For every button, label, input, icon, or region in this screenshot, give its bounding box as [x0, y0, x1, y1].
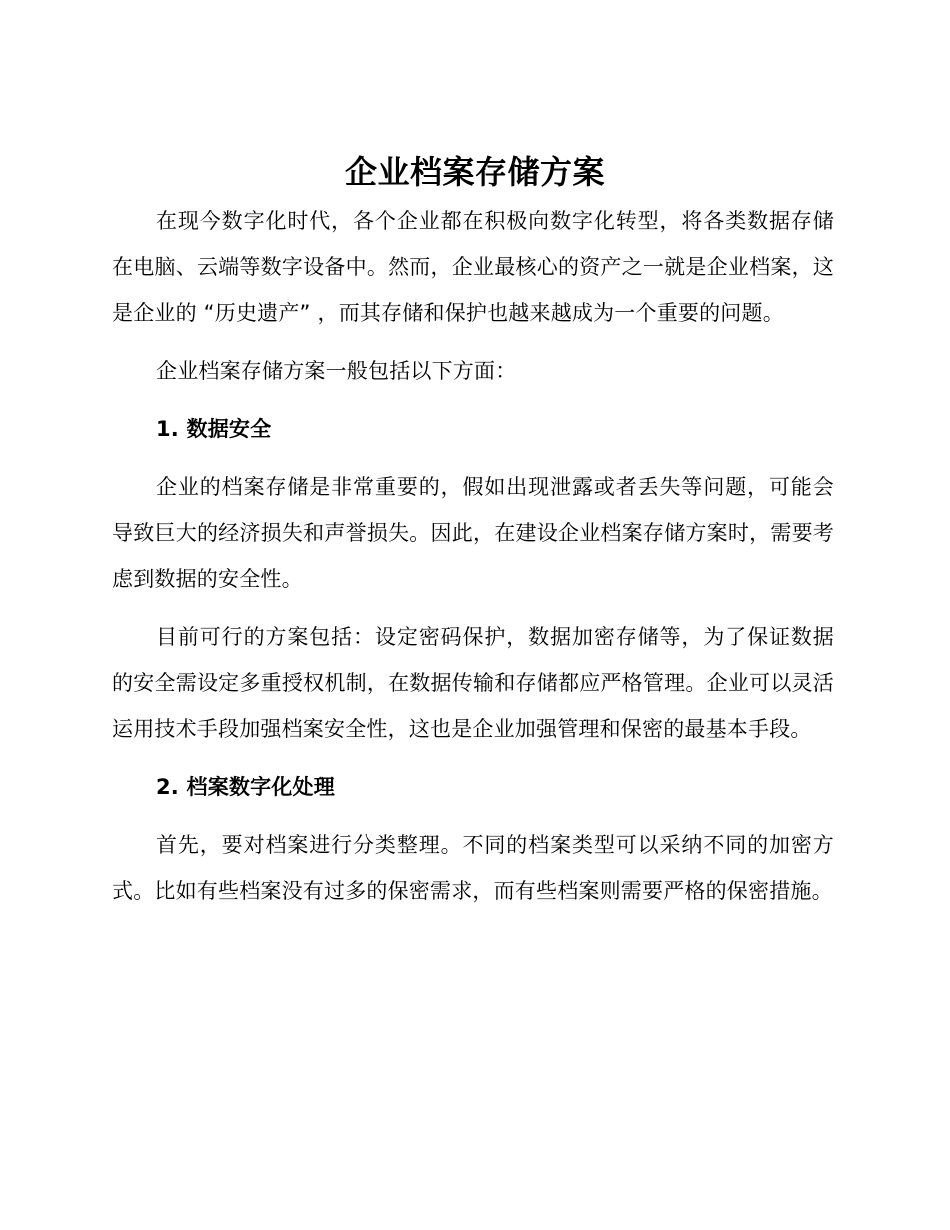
section-data-security [112, 406, 834, 752]
section-paragraph: 目前可行的方案包括：设定密码保护，数据加密存储等，为了保证数据的安全需设定多重授权机制，在数据传输和存储都应严格管理。企业可以灵活运用技术手段加强档案安全性，这也是企业加强管理和保密的最基本手段。 [112, 625, 834, 741]
section-paragraph: 企业的档案存储是非常重要的，假如出现泄露或者丢失等问题，可能会导致巨大的经济损失和声誉损失。因此，在建设企业档案存储方案时，需要考虑到数据的安全性。 [112, 475, 834, 591]
overview-paragraph: 企业档案存储方案一般包括以下方面： [156, 359, 517, 383]
section-paragraph: 首先，要对档案进行分类整理。不同的档案类型可以采纳不同的加密方式。比如有些档案没有过多的保密需求，而有些档案则需要严格的保密措施。 [112, 833, 834, 903]
document-body [112, 198, 834, 926]
page-title: 企业档案存储方案 [344, 153, 605, 191]
section-heading: 2. 档案数字化处理 [156, 775, 335, 799]
section-digitization [112, 764, 834, 914]
intro-paragraph: 在现今数字化时代，各个企业都在积极向数字化转型，将各类数据存储在电脑、云端等数字设备中。然而，企业最核心的资产之一就是企业档案，这是企业的 “历史遗产” ，而其存储和保护也越来越成为一个重要的问题。 [112, 209, 834, 325]
section-heading: 1. 数据安全 [156, 417, 272, 441]
